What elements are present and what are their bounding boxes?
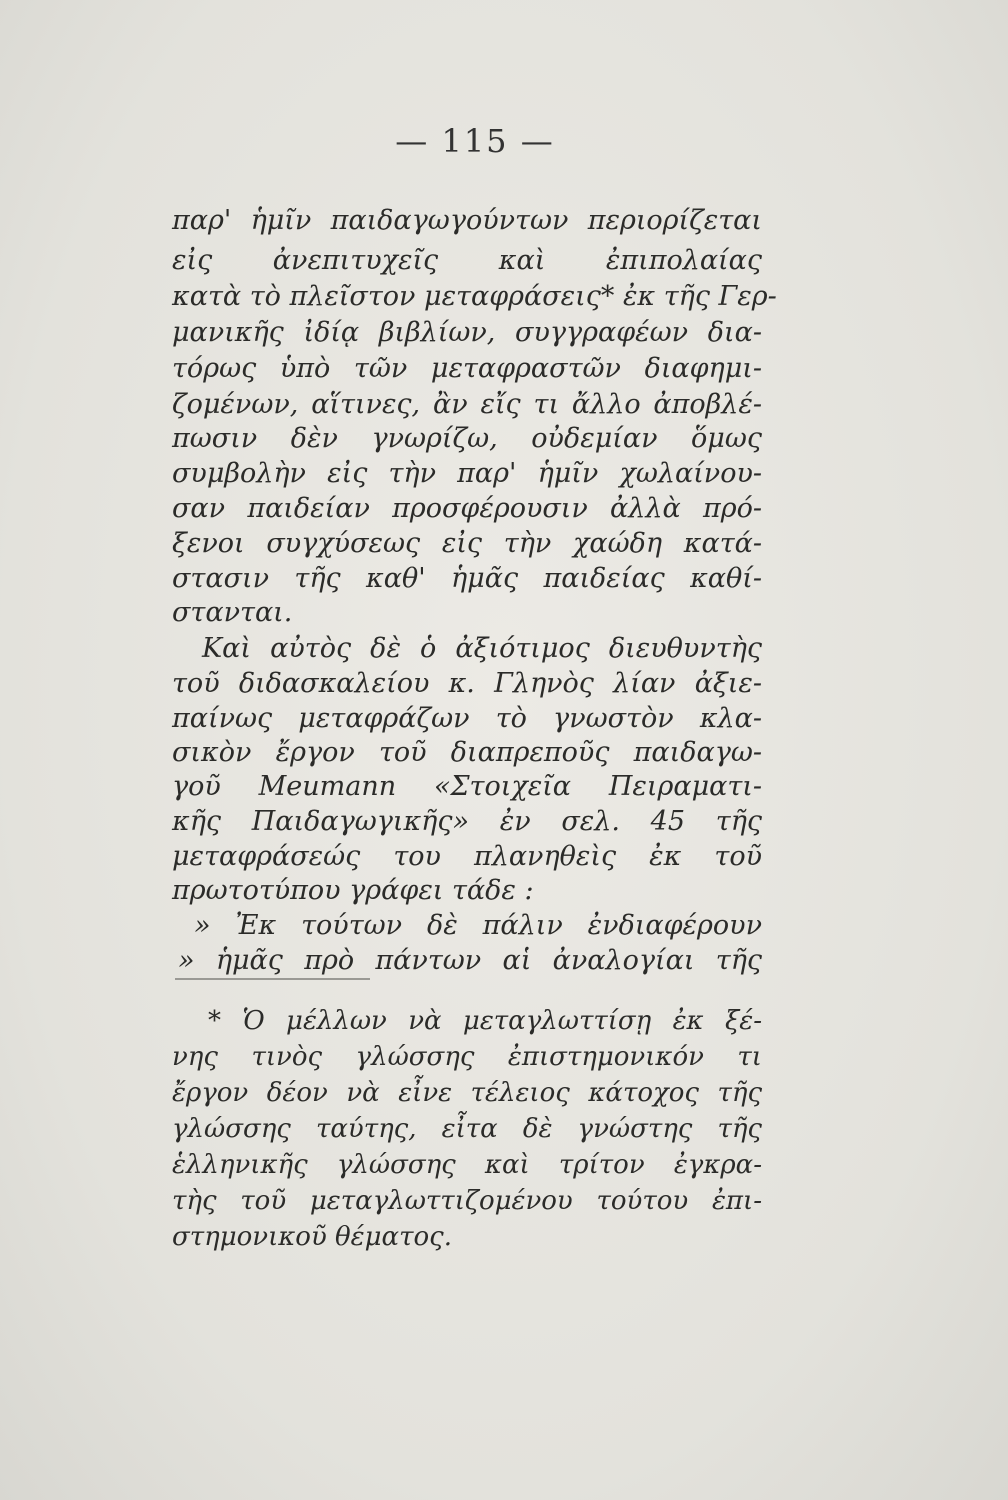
- text-line: σικὸν ἔργον τοῦ διαπρεποῦς παιδαγω-: [172, 737, 762, 768]
- text-line: σαν παιδείαν προσφέρουσιν ἀλλὰ πρό-: [172, 493, 762, 524]
- text-line: » ἡμᾶς πρὸ πάντων αἱ ἀναλογίαι τῆς: [178, 945, 762, 976]
- text-line: πωσιν δὲν γνωρίζω, οὐδεμίαν ὅμως: [172, 423, 762, 454]
- text-line: μανικῆς ἰδίᾳ βιβλίων, συγγραφέων δια-: [172, 317, 762, 348]
- text-line: κατὰ τὸ πλεῖστον μεταφράσεις* ἐκ τῆς Γερ-: [172, 281, 777, 312]
- footnote-line: ἔργον δέον νὰ εἶνε τέλειος κάτοχος τῆς: [172, 1078, 762, 1108]
- footnote-line: * Ὁ μέλλων νὰ μεταγλωττίσῃ ἐκ ξέ-: [208, 1006, 762, 1036]
- footnote-line: τὴς τοῦ μεταγλωττιζομένου τούτου ἐπι-: [172, 1186, 762, 1216]
- text-line: μεταφράσεώς του πλανηθεὶς ἐκ τοῦ: [172, 841, 762, 872]
- text-line: κῆς Παιδαγωγικῆς» ἐν σελ. 45 τῆς: [172, 806, 762, 837]
- text-line: τοῦ διδασκαλείου κ. Γληνὸς λίαν ἀξιε-: [172, 668, 762, 699]
- text-line: ξενοι συγχύσεως εἰς τὴν χαώδη κατά-: [172, 528, 762, 559]
- page-number-header: — 115 —: [395, 122, 555, 160]
- text-line: γοῦ Meumann «Στοιχεῖα Πειραματι-: [172, 771, 762, 802]
- text-line: παρ' ἡμῖν παιδαγωγούντων περιορίζεται: [172, 205, 762, 236]
- footnote-line: στημονικοῦ θέματος.: [172, 1222, 452, 1252]
- text-line: στανται.: [172, 597, 293, 628]
- footnote-line: γλώσσης ταύτης, εἶτα δὲ γνώστης τῆς: [172, 1114, 762, 1144]
- text-line: συμβολὴν εἰς τὴν παρ' ἡμῖν χωλαίνου-: [172, 458, 762, 489]
- text-line: Καὶ αὐτὸς δὲ ὁ ἀξιότιμος διευθυντὴς: [202, 633, 762, 664]
- text-line: » Ἐκ τούτων δὲ πάλιν ἐνδιαφέρουν: [194, 910, 762, 941]
- footnote-line: ἑλληνικῆς γλώσσης καὶ τρίτον ἐγκρα-: [172, 1150, 762, 1180]
- text-line: πρωτοτύπου γράφει τάδε :: [172, 875, 534, 906]
- text-line: τόρως ὑπὸ τῶν μεταφραστῶν διαφημι-: [172, 353, 762, 384]
- footnote-line: νης τινὸς γλώσσης ἐπιστημονικόν τι: [172, 1042, 762, 1072]
- text-line: εἰς ἀνεπιτυχεῖς καὶ ἐπιπολαίας: [172, 245, 762, 276]
- text-line: στασιν τῆς καθ' ἡμᾶς παιδείας καθί-: [172, 563, 762, 594]
- footnote-divider: [175, 978, 370, 980]
- text-line: ζομένων, αἵτινες, ἂν εἴς τι ἄλλο ἀποβλέ-: [172, 389, 762, 420]
- text-line: παίνως μεταφράζων τὸ γνωστὸν κλα-: [172, 703, 762, 734]
